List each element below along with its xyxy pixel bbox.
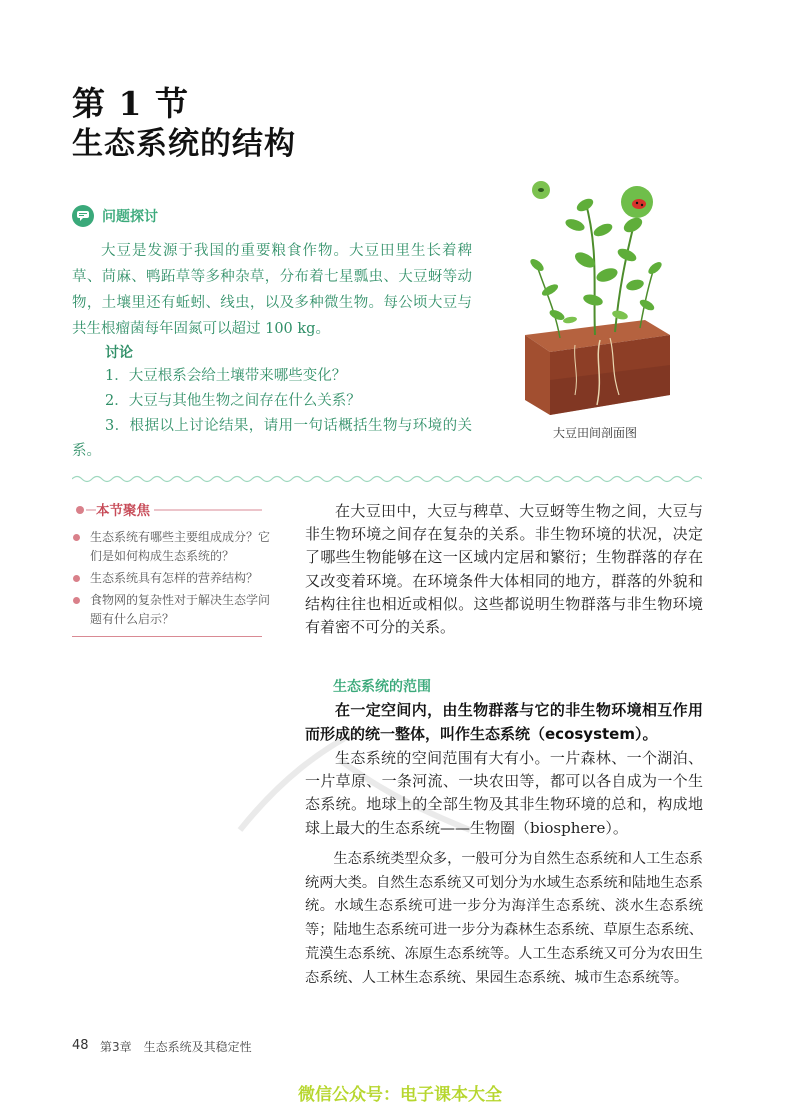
discussion-question: 2．大豆与其他生物之间存在什么关系？ bbox=[105, 393, 361, 409]
soybean-field-illustration bbox=[515, 180, 675, 425]
focus-title: 本节聚焦 bbox=[96, 499, 154, 519]
discussion-subheading: 讨论 bbox=[105, 345, 133, 361]
illustration-caption: 大豆田间剖面图 bbox=[552, 426, 637, 440]
page-number: 48 bbox=[72, 1038, 89, 1053]
body-paragraph-1: 在大豆田中，大豆与稗草、大豆蚜等生物之间，大豆与非生物环境之间存在复杂的关系。非生物环境的状况，决定了哪些生物能够在这一区域内定居和繁衍；生物群落的存在又改变着环境。在环境条件大体相同的地方，群落的外貌和结构往往也相近或相似。这些都说明生物群落与非生物环境有着密不可分的关系。 bbox=[305, 502, 703, 637]
section-number: 第 1 节 bbox=[72, 84, 189, 123]
body-paragraph-2: 生态系统的空间范围有大有小。一片森林、一个湖泊、一片草原、一条河流、一块农田等，都可以各自成为一个生态系统。地球上的全部生物及其非生物环境的总和，构成地球上最大的生态系统——生物圈（biosphere）。 bbox=[305, 749, 703, 837]
discussion-header bbox=[72, 205, 158, 227]
wavy-divider bbox=[72, 472, 702, 486]
ecosystem-definition: 在一定空间内，由生物群落与它的非生物环境相互作用而形成的统一整体，叫作生态系统（ecosystem）。 bbox=[305, 701, 703, 743]
focus-item bbox=[72, 591, 272, 629]
body-paragraph-3: 生态系统类型众多，一般可分为自然生态系统和人工生态系统两大类。自然生态系统又可划分为水域生态系统和陆地生态系统。水域生态系统可进一步分为海洋生态系统、淡水生态系统等；陆地生态系统可进一步分为森林生态系统、草原生态系统、荒漠生态系统、冻原生态系统等。人工生态系统又可分为农田生态系统、人工林生态系统、果园生态系统、城市生态系统等。 bbox=[305, 851, 703, 986]
discussion-paragraph: 大豆是发源于我国的重要粮食作物。大豆田里生长着稗草、苘麻、鸭跖草等多种杂草，分布着七星瓢虫、大豆蚜等动物，土壤里还有蚯蚓、线虫，以及多种微生物。每公顷大豆与共生根瘤菌每年固氮可以超过 100 kg。 bbox=[72, 243, 472, 337]
discussion-title: 问题探讨 bbox=[102, 209, 158, 225]
range-heading: 生态系统的范围 bbox=[333, 679, 431, 695]
discussion-question: 1．大豆根系会给土壤带来哪些变化？ bbox=[105, 368, 347, 384]
focus-item-text: 食物网的复杂性对于解决生态学问题有什么启示？ bbox=[90, 593, 271, 626]
chapter-label: 第3章 生态系统及其稳定性 bbox=[100, 1040, 252, 1054]
chat-bubble-icon bbox=[72, 205, 94, 227]
bullet-icon bbox=[73, 597, 80, 604]
bullet-icon bbox=[73, 575, 80, 582]
focus-item-text: 生态系统具有怎样的营养结构？ bbox=[90, 571, 259, 585]
bullet-icon bbox=[73, 534, 80, 541]
focus-item-text: 生态系统有哪些主要组成成分？它们是如何构成生态系统的？ bbox=[90, 530, 271, 563]
focus-item bbox=[72, 569, 272, 588]
focus-item bbox=[72, 528, 272, 566]
focus-list bbox=[72, 528, 272, 632]
wechat-banner: 微信公众号：电子课本大全 bbox=[298, 1085, 502, 1105]
focus-bottom-rule bbox=[72, 636, 262, 637]
section-title: 生态系统的结构 bbox=[72, 126, 296, 162]
discussion-question: 3．根据以上讨论结果，请用一句话概括生物与环境的关系。 bbox=[72, 418, 472, 459]
